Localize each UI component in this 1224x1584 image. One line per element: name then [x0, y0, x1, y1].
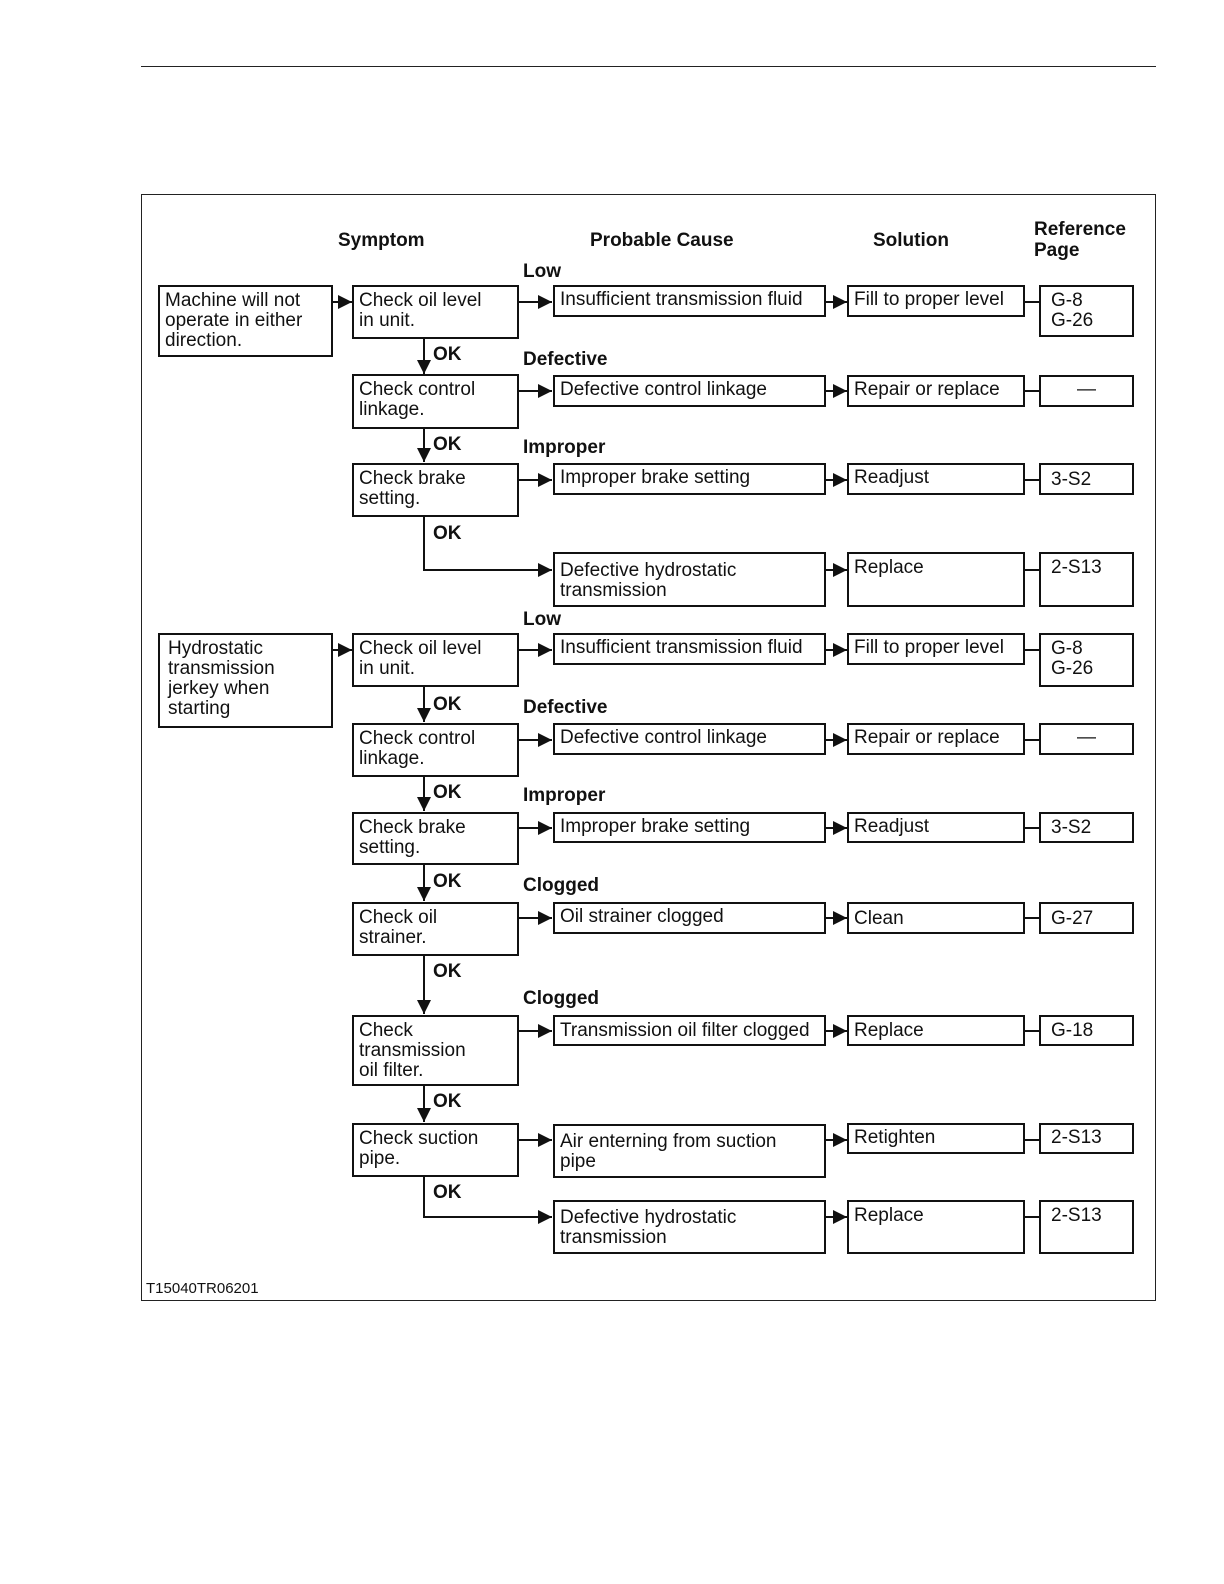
- reference-box: G-8 G-26: [1039, 285, 1134, 337]
- cause-box: Improper brake setting: [553, 463, 826, 495]
- cause-box: Defective hydrostatic transmission: [553, 552, 826, 607]
- solution-box: Replace: [847, 1200, 1025, 1254]
- cause-box: Defective control linkage: [553, 723, 826, 755]
- solution-box: Fill to proper level: [847, 633, 1025, 665]
- check-box: Check transmission oil filter.: [352, 1015, 519, 1086]
- check-box: Check oil level in unit.: [352, 285, 519, 339]
- cause-box: Defective hydrostatic transmission: [553, 1200, 826, 1254]
- ok-label: OK: [433, 694, 462, 715]
- reference-box: G-27: [1039, 902, 1134, 934]
- cause-box: Insufficient transmission fluid: [553, 285, 826, 317]
- reference-box: G-8 G-26: [1039, 633, 1134, 687]
- ok-label: OK: [433, 782, 462, 803]
- symptom-box: Machine will not operate in either direction.: [158, 285, 333, 357]
- condition-label: Improper: [523, 785, 606, 806]
- solution-box: Replace: [847, 552, 1025, 607]
- ok-label: OK: [433, 344, 462, 365]
- condition-label: Clogged: [523, 875, 599, 896]
- reference-box: —: [1039, 723, 1134, 755]
- check-box: Check control linkage.: [352, 723, 519, 777]
- ok-label: OK: [433, 523, 462, 544]
- cause-box: Insufficient transmission fluid: [553, 633, 826, 665]
- header-probable-cause: Probable Cause: [590, 230, 734, 251]
- solution-box: Repair or replace: [847, 723, 1025, 755]
- reference-box: G-18: [1039, 1015, 1134, 1046]
- condition-label: Low: [523, 261, 561, 282]
- condition-label: Defective: [523, 349, 608, 370]
- check-box: Check brake setting.: [352, 463, 519, 517]
- cause-box: Oil strainer clogged: [553, 902, 826, 934]
- ok-label: OK: [433, 961, 462, 982]
- condition-label: Defective: [523, 697, 608, 718]
- header-reference-page: Reference Page: [1034, 219, 1126, 261]
- header-symptom: Symptom: [338, 230, 425, 251]
- check-box: Check control linkage.: [352, 374, 519, 429]
- reference-box: 3-S2: [1039, 812, 1134, 843]
- check-box: Check brake setting.: [352, 812, 519, 865]
- condition-label: Low: [523, 609, 561, 630]
- ok-label: OK: [433, 1091, 462, 1112]
- cause-box: Air enterning from suction pipe: [553, 1124, 826, 1178]
- reference-box: 2-S13: [1039, 1123, 1134, 1154]
- figure-id: T15040TR06201: [146, 1280, 259, 1297]
- condition-label: Improper: [523, 437, 606, 458]
- solution-box: Retighten: [847, 1123, 1025, 1154]
- symptom-box: Hydrostatic transmission jerkey when starting: [158, 633, 333, 728]
- solution-box: Replace: [847, 1015, 1025, 1046]
- header-solution: Solution: [873, 230, 949, 251]
- cause-box: Defective control linkage: [553, 375, 826, 407]
- solution-box: Fill to proper level: [847, 285, 1025, 317]
- ok-label: OK: [433, 434, 462, 455]
- check-box: Check suction pipe.: [352, 1123, 519, 1177]
- ok-label: OK: [433, 871, 462, 892]
- solution-box: Repair or replace: [847, 375, 1025, 407]
- condition-label: Clogged: [523, 988, 599, 1009]
- check-box: Check oil strainer.: [352, 902, 519, 956]
- ok-label: OK: [433, 1182, 462, 1203]
- solution-box: Readjust: [847, 463, 1025, 495]
- check-box: Check oil level in unit.: [352, 633, 519, 687]
- reference-box: 3-S2: [1039, 463, 1134, 495]
- reference-box: 2-S13: [1039, 552, 1134, 607]
- reference-box: 2-S13: [1039, 1200, 1134, 1254]
- solution-box: Readjust: [847, 812, 1025, 843]
- cause-box: Improper brake setting: [553, 812, 826, 843]
- reference-box: —: [1039, 375, 1134, 407]
- cause-box: Transmission oil filter clogged: [553, 1015, 826, 1046]
- solution-box: Clean: [847, 902, 1025, 934]
